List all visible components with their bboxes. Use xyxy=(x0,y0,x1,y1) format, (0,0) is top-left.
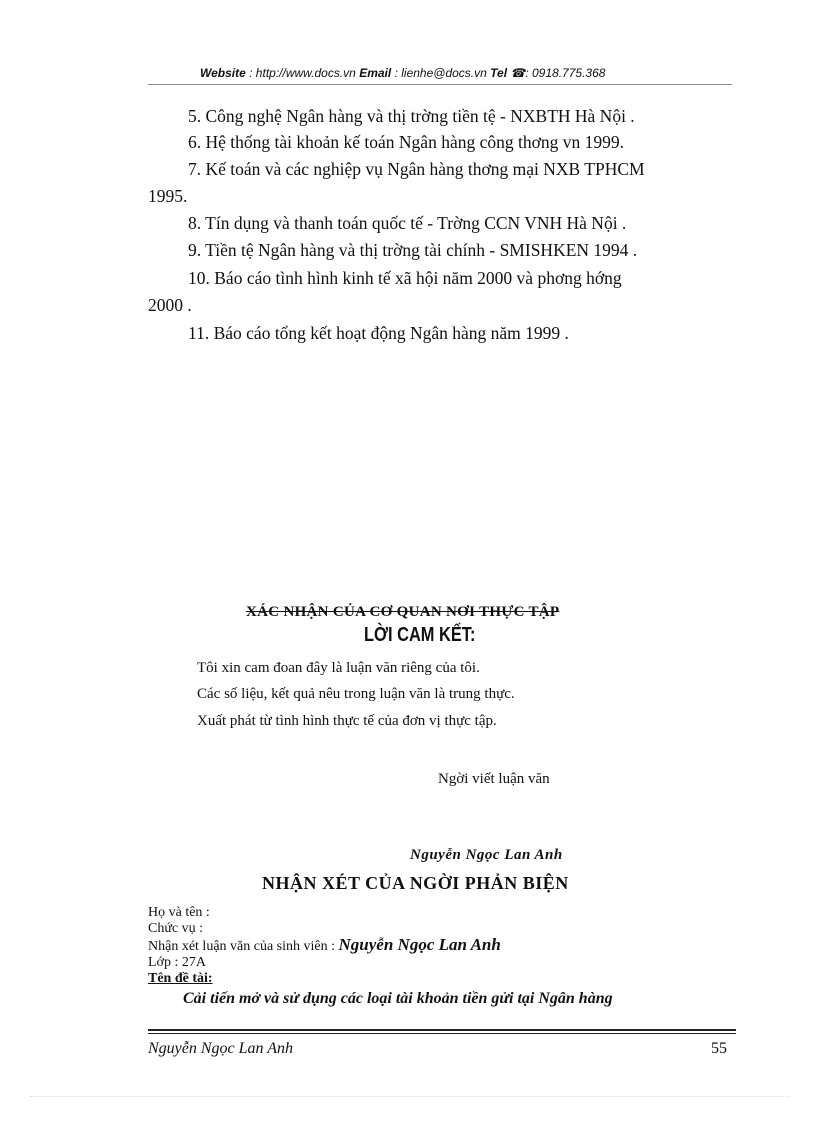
student-name: Nguyễn Ngọc Lan Anh xyxy=(338,935,501,954)
website-value[interactable]: : http://www.docs.vn xyxy=(249,66,356,80)
class-label: Lớp : 27A xyxy=(148,955,206,970)
review-title: NHẬN XÉT CỦA NGỜI PHẢN BIỆN xyxy=(262,873,569,893)
tel-label: Tel xyxy=(490,66,508,80)
footer-divider-thin xyxy=(148,1033,736,1034)
reference-item: 7. Kế toán và các nghiệp vụ Ngân hàng thơng mại NXB TPHCM xyxy=(188,159,645,179)
footer-author: Nguyễn Ngọc Lan Anh xyxy=(148,1040,294,1057)
writer-label: Ngời viết luận văn xyxy=(438,771,550,787)
position-label: Chức vụ : xyxy=(148,921,204,936)
reference-item: 10. Báo cáo tình hình kinh tế xã hội năm 2000 và phơng hớng xyxy=(188,268,622,288)
header-divider xyxy=(148,84,732,85)
reference-item: 8. Tín dụng và thanh toán quốc tế - Trờng CCN VNH Hà Nội . xyxy=(188,213,627,233)
struck-heading: XÁC NHẬN CỦA CƠ QUAN NƠI THỰC TẬP xyxy=(246,604,560,620)
topic-value: Cải tiến mở và sử dụng các loại tài khoản tiền gửi tại Ngân hàng xyxy=(183,990,613,1007)
topic-label: Tên đề tài: xyxy=(148,971,213,986)
comment-label: Nhận xét luận văn của sinh viên : xyxy=(148,939,336,954)
page-edge-dots xyxy=(30,1096,790,1097)
email-label: Email xyxy=(359,66,392,80)
phone-icon: ☎ xyxy=(510,66,526,80)
reference-item: 9. Tiền tệ Ngân hàng và thị trờng tài chính - SMISHKEN 1994 . xyxy=(188,240,638,260)
commitment-line: Xuất phát từ tình hình thực tế của đơn vị thực tập. xyxy=(197,713,497,729)
page-number: 55 xyxy=(711,1040,727,1057)
author-signature: Nguyễn Ngọc Lan Anh xyxy=(410,847,563,863)
comment-line xyxy=(148,935,501,954)
reference-item-continued: 1995. xyxy=(148,186,188,206)
name-label: Họ và tên : xyxy=(148,905,210,920)
email-value[interactable]: : lienhe@docs.vn xyxy=(394,66,487,80)
tel-value: : 0918.775.368 xyxy=(525,66,606,80)
reference-item: 6. Hệ thống tài khoản kế toán Ngân hàng công thơng vn 1999. xyxy=(188,132,624,152)
reference-item: 11. Báo cáo tổng kết hoạt động Ngân hàng năm 1999 . xyxy=(188,323,569,343)
commitment-title: LỜI CAM KẾT: xyxy=(364,624,476,646)
website-label: Website xyxy=(200,66,246,80)
commitment-line: Tôi xin cam đoan đây là luận văn riêng của tôi. xyxy=(197,660,480,676)
commitment-line: Các số liệu, kết quả nêu trong luận văn là trung thực. xyxy=(197,686,515,702)
page-header xyxy=(200,66,605,80)
footer-divider xyxy=(148,1029,736,1031)
reference-item-continued: 2000 . xyxy=(148,295,192,315)
reference-item: 5. Công nghệ Ngân hàng và thị trờng tiền tệ - NXBTH Hà Nội . xyxy=(188,106,635,126)
